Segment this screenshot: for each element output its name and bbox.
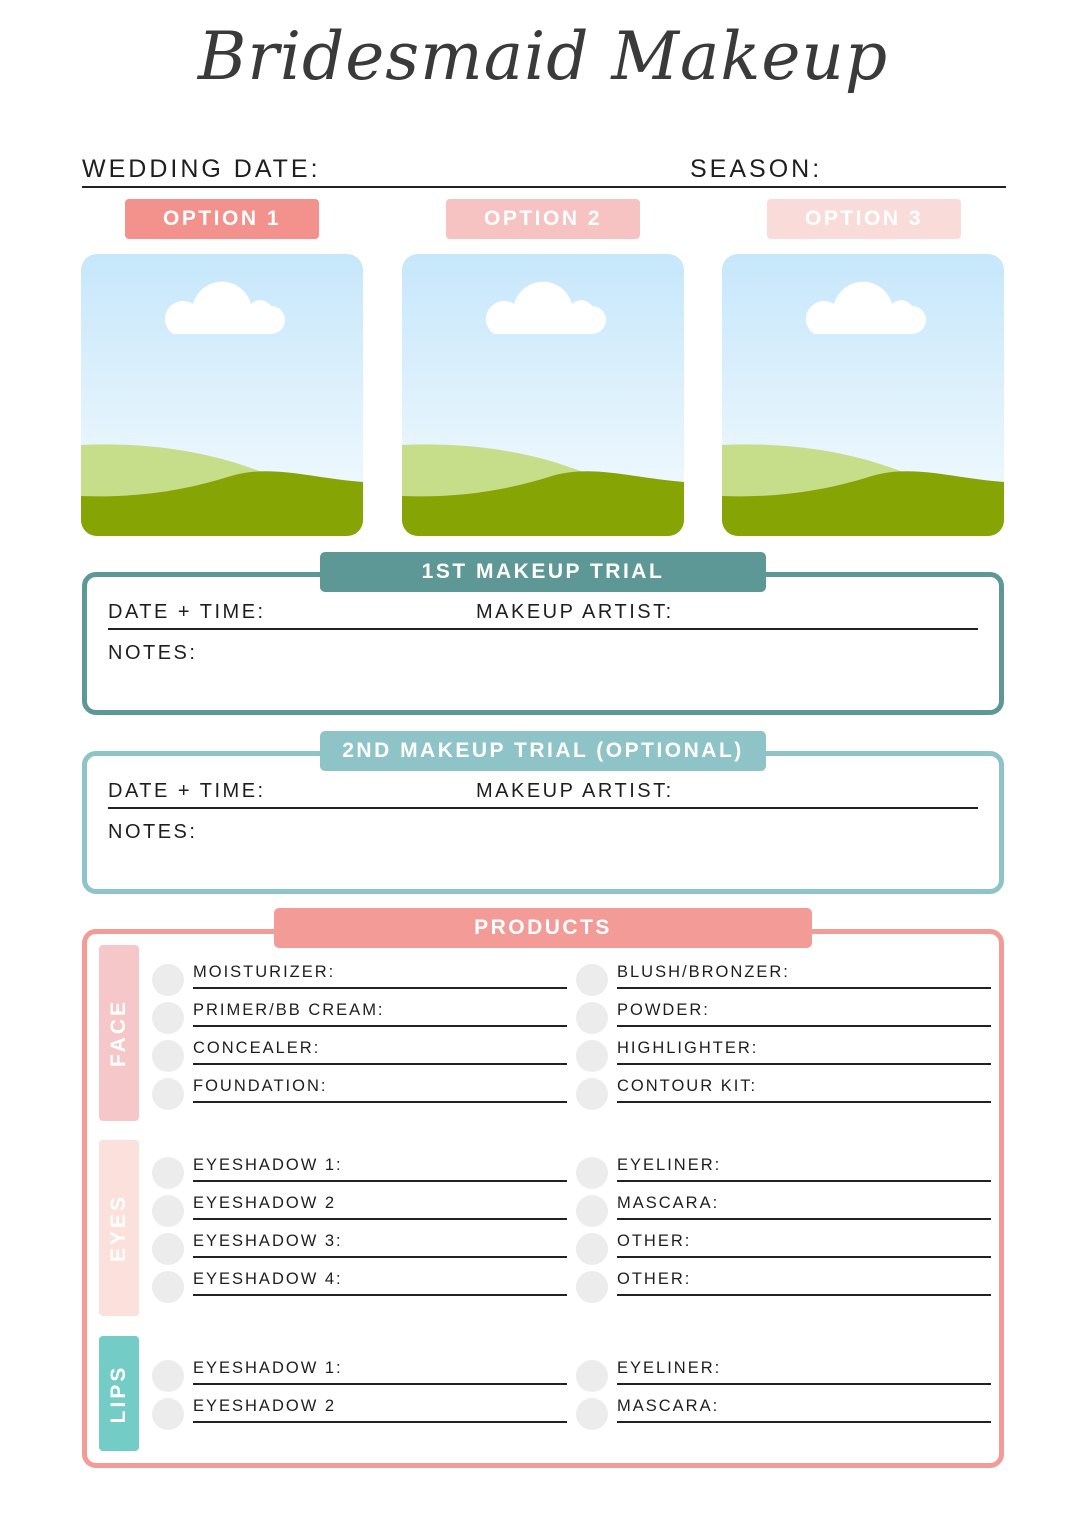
lips-section-tab (99, 1336, 139, 1451)
option-2-tab: OPTION 2 (446, 199, 640, 239)
eyes-section-label: EYES (107, 1193, 130, 1263)
checkbox-circle[interactable] (576, 1040, 608, 1072)
product-item[interactable] (152, 1268, 567, 1306)
checkbox-circle[interactable] (152, 1398, 184, 1430)
second-trial-date-label: DATE + TIME: (108, 780, 266, 802)
product-item[interactable] (152, 1230, 567, 1268)
product-label: EYESHADOW 1: (193, 1359, 343, 1377)
product-item[interactable] (152, 1075, 567, 1113)
checkbox-circle[interactable] (152, 1195, 184, 1227)
face-section-label: FACE (107, 998, 130, 1068)
product-item[interactable] (576, 999, 991, 1037)
product-label: MASCARA: (617, 1397, 720, 1415)
product-item[interactable] (152, 1037, 567, 1075)
product-item[interactable] (576, 1268, 991, 1306)
product-item[interactable] (576, 1037, 991, 1075)
checkbox-circle[interactable] (576, 1233, 608, 1265)
wedding-info-row (82, 150, 1006, 188)
product-label: EYESHADOW 4: (193, 1270, 343, 1288)
product-label: OTHER: (617, 1270, 692, 1288)
checkbox-circle[interactable] (576, 1398, 608, 1430)
product-item[interactable] (576, 1192, 991, 1230)
product-label: EYESHADOW 2 (193, 1397, 337, 1415)
checkbox-circle[interactable] (576, 1078, 608, 1110)
product-label: POWDER: (617, 1001, 710, 1019)
product-label: CONCEALER: (193, 1039, 321, 1057)
second-trial-artist-label: MAKEUP ARTIST: (476, 780, 674, 802)
checkbox-circle[interactable] (152, 964, 184, 996)
checkbox-circle[interactable] (152, 1233, 184, 1265)
checkbox-circle[interactable] (576, 1195, 608, 1227)
first-trial-date-label: DATE + TIME: (108, 601, 266, 623)
product-item[interactable] (576, 1357, 991, 1395)
option-3-tab: OPTION 3 (767, 199, 961, 239)
product-item[interactable] (576, 1154, 991, 1192)
product-item[interactable] (152, 1192, 567, 1230)
landscape-placeholder-icon (722, 254, 1004, 536)
option-1-tab: OPTION 1 (125, 199, 319, 239)
checkbox-circle[interactable] (576, 964, 608, 996)
product-label: EYELINER: (617, 1359, 722, 1377)
checkbox-circle[interactable] (152, 1078, 184, 1110)
product-item[interactable] (152, 999, 567, 1037)
product-label: MOISTURIZER: (193, 963, 336, 981)
product-label: PRIMER/BB CREAM: (193, 1001, 385, 1019)
first-trial-artist-label: MAKEUP ARTIST: (476, 601, 674, 623)
second-trial-title: 2ND MAKEUP TRIAL (OPTIONAL) (320, 731, 766, 771)
option-2-photo[interactable] (402, 254, 684, 536)
product-item[interactable] (152, 961, 567, 999)
checkbox-circle[interactable] (152, 1157, 184, 1189)
product-item[interactable] (152, 1395, 567, 1433)
products-title: PRODUCTS (274, 908, 812, 948)
checkbox-circle[interactable] (152, 1271, 184, 1303)
product-label: EYELINER: (617, 1156, 722, 1174)
product-label: EYESHADOW 3: (193, 1232, 343, 1250)
product-item[interactable] (576, 1075, 991, 1113)
product-item[interactable] (576, 1230, 991, 1268)
product-label: BLUSH/BRONZER: (617, 963, 790, 981)
landscape-placeholder-icon (81, 254, 363, 536)
product-item[interactable] (576, 1395, 991, 1433)
product-item[interactable] (152, 1154, 567, 1192)
season-label: SEASON: (690, 155, 823, 183)
landscape-placeholder-icon (402, 254, 684, 536)
product-label: FOUNDATION: (193, 1077, 328, 1095)
eyes-section-tab (99, 1140, 139, 1316)
first-trial-title: 1ST MAKEUP TRIAL (320, 552, 766, 592)
second-trial-notes-label: NOTES: (108, 821, 198, 843)
product-label: EYESHADOW 1: (193, 1156, 343, 1174)
product-label: OTHER: (617, 1232, 692, 1250)
second-trial-box (82, 751, 1004, 894)
checkbox-circle[interactable] (152, 1040, 184, 1072)
product-label: HIGHLIGHTER: (617, 1039, 759, 1057)
option-3-photo[interactable] (722, 254, 1004, 536)
product-label: CONTOUR KIT: (617, 1077, 758, 1095)
checkbox-circle[interactable] (576, 1360, 608, 1392)
lips-section-label: LIPS (107, 1364, 130, 1423)
second-trial-date-artist-field[interactable] (108, 807, 978, 809)
checkbox-circle[interactable] (152, 1360, 184, 1392)
product-label: MASCARA: (617, 1194, 720, 1212)
wedding-date-label: WEDDING DATE: (82, 155, 321, 183)
first-trial-box (82, 572, 1004, 715)
checkbox-circle[interactable] (152, 1002, 184, 1034)
product-item[interactable] (152, 1357, 567, 1395)
checkbox-circle[interactable] (576, 1271, 608, 1303)
checkbox-circle[interactable] (576, 1157, 608, 1189)
product-item[interactable] (576, 961, 991, 999)
first-trial-notes-label: NOTES: (108, 642, 198, 664)
face-section-tab (99, 945, 139, 1121)
first-trial-date-artist-field[interactable] (108, 628, 978, 630)
checkbox-circle[interactable] (576, 1002, 608, 1034)
page-title: Bridesmaid Makeup (197, 18, 889, 95)
product-label: EYESHADOW 2 (193, 1194, 337, 1212)
option-1-photo[interactable] (81, 254, 363, 536)
